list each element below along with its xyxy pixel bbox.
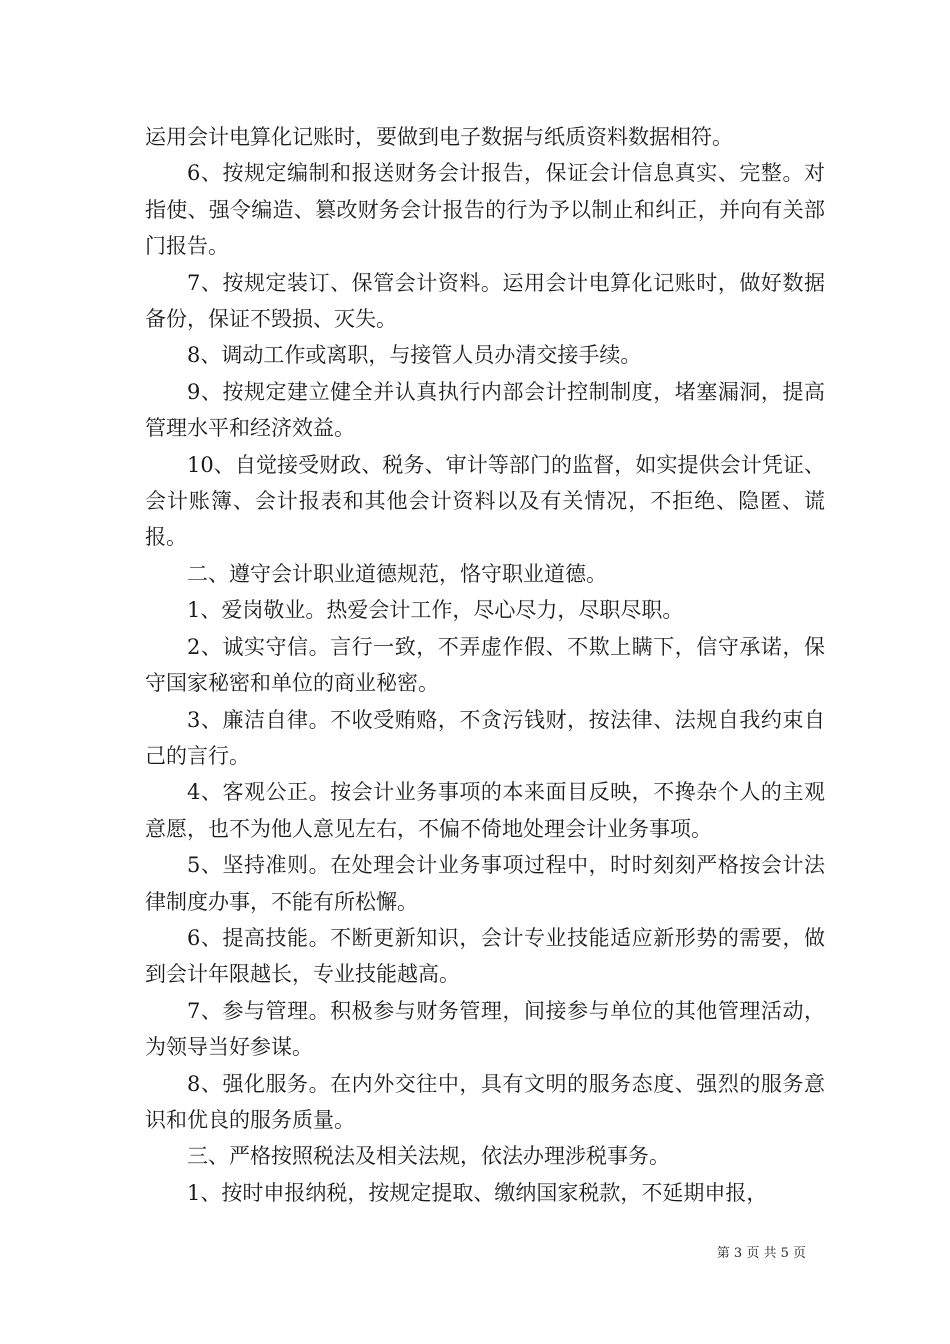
document-body [145, 119, 825, 1211]
paragraph: 6、提高技能。不断更新知识，会计专业技能适应新形势的需要，做到会计年限越长，专业技能越高。 [145, 925, 825, 987]
paragraph: 3、廉洁自律。不收受贿赂，不贪污钱财，按法律、法规自我约束自己的言行。 [145, 707, 825, 768]
paragraph: 9、按规定建立健全并认真执行内部会计控制制度，堵塞漏洞，提高管理水平和经济效益。 [145, 379, 825, 441]
paragraph: 6、按规定编制和报送财务会计报告，保证会计信息真实、完整。对指使、强令编造、篡改财务会计报告的行为予以制止和纠正，并向有关部门报告。 [145, 161, 825, 259]
paragraph: 2、诚实守信。言行一致，不弄虚作假、不欺上瞒下，信守承诺，保守国家秘密和单位的商业秘密。 [145, 634, 825, 696]
paragraph: 10、自觉接受财政、税务、审计等部门的监督，如实提供会计凭证、会计账簿、会计报表和其他会计资料以及有关情况，不拒绝、隐匿、谎报。 [145, 452, 825, 550]
paragraph: 运用会计电算化记账时，要做到电子数据与纸质资料数据相符。 [145, 125, 733, 149]
paragraph: 7、按规定装订、保管会计资料。运用会计电算化记账时，做好数据备份，保证不毁损、灭失。 [145, 270, 825, 332]
paragraph: 8、强化服务。在内外交往中，具有文明的服务态度、强烈的服务意识和优良的服务质量。 [145, 1071, 825, 1132]
section-heading: 三、严格按照税法及相关法规，依法办理涉税事务。 [187, 1144, 670, 1169]
section-heading: 二、遵守会计职业道德规范，恪守职业道德。 [187, 561, 607, 586]
paragraph: 8、调动工作或离职，与接管人员办清交接手续。 [187, 343, 642, 368]
paragraph: 1、爱岗敬业。热爱会计工作，尽心尽力，尽职尽职。 [187, 598, 684, 623]
paragraph: 1、按时申报纳税，按规定提取、缴纳国家税款，不延期申报， [187, 1180, 768, 1205]
page-number-footer: 第 3 页 共 5 页 [716, 1246, 806, 1261]
paragraph: 4、客观公正。按会计业务事项的本来面目反映，不搀杂个人的主观意愿，也不为他人意见左右，不偏不倚地处理会计业务事项。 [145, 780, 825, 841]
paragraph: 7、参与管理。积极参与财务管理，间接参与单位的其他管理活动，为领导当好参谋。 [145, 998, 825, 1060]
paragraph: 5、坚持准则。在处理会计业务事项过程中，时时刻刻严格按会计法律制度办事，不能有所松懈。 [145, 853, 825, 914]
